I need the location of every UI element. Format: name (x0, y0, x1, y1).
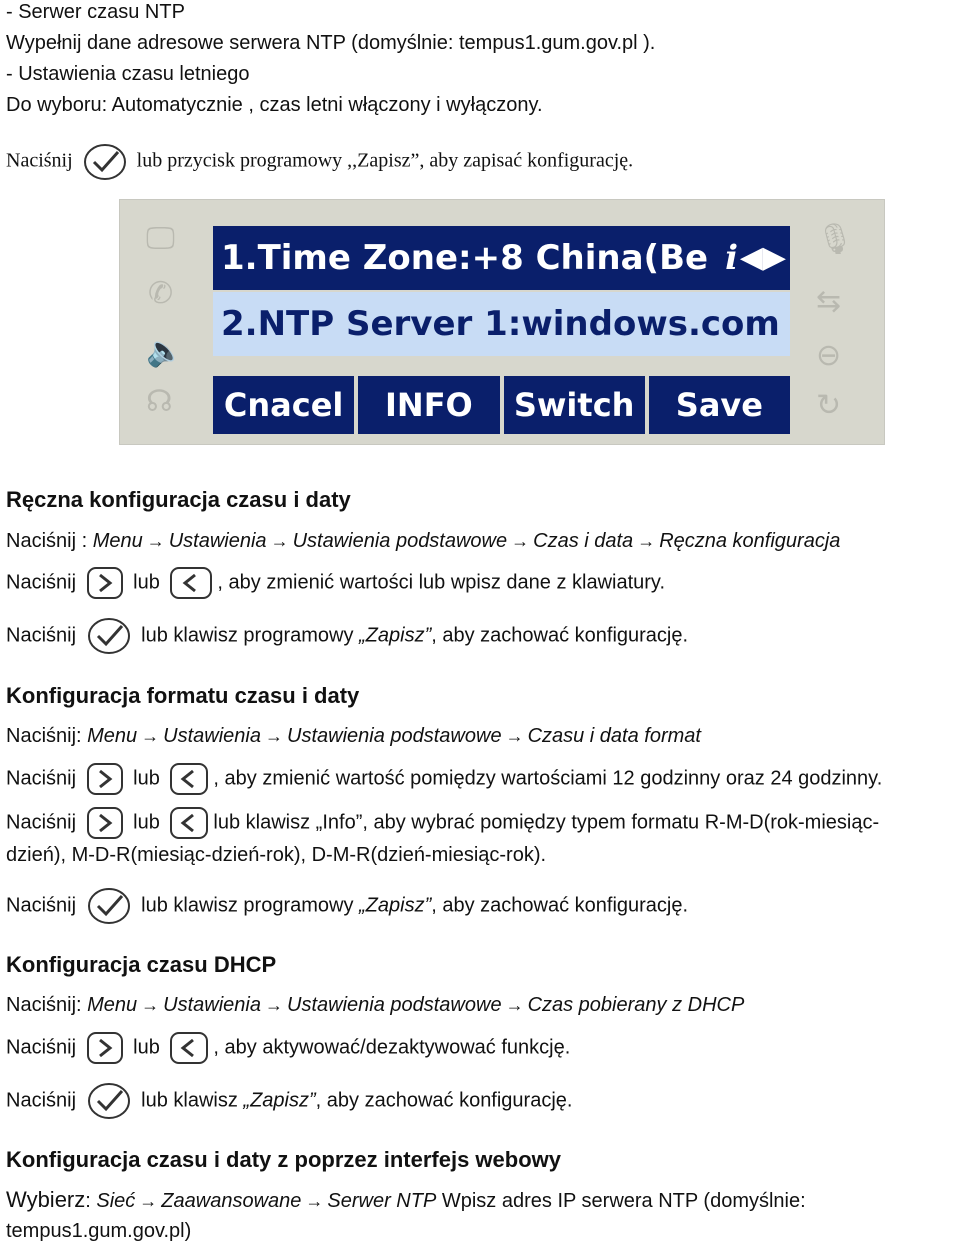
dhcp-toggle-instruction: Naciśnij lub , aby aktywować/dezaktywować funkcję. (6, 1031, 570, 1065)
format-info-instruction-cont: dzień), M-D-R(miesiąc-dzień-rok), D-M-R(dzień-miesiąc-rok). (6, 844, 547, 866)
arrow-icon: → (141, 995, 160, 1015)
dhcp-save-instruction: Naciśnij lub klawisz „Zapisz”, aby zachować konfigurację. (6, 1081, 572, 1121)
dnd-icon: ⊖ (816, 339, 842, 372)
speaker-icon: 🔈 (146, 335, 184, 368)
arrow-icon: → (146, 531, 165, 551)
arrow-icon: → (511, 531, 530, 551)
ntp-save-instruction: Naciśnij lub przycisk programowy ,,Zapisz”, aby zapisać konfigurację. (6, 142, 633, 182)
phone-display (119, 199, 885, 445)
lcd-row-ntp-server[interactable]: 2.NTP Server 1:windows.com (213, 292, 790, 356)
dhcp-menu-path: Naciśnij: Menu → Ustawienia → Ustawienia podstawowe → Czas pobierany z DHCP (6, 994, 745, 1016)
ok-key-icon (82, 142, 128, 182)
ntp-title: - Serwer czasu NTP (6, 1, 185, 23)
manual-heading: Ręczna konfiguracja czasu i daty (6, 487, 351, 512)
softkey-save[interactable]: Save (649, 376, 790, 434)
mute-icon: 🎙 (816, 223, 855, 256)
manual-save-instruction: Naciśnij lub klawisz programowy „Zapisz”, aby zachować konfigurację. (6, 616, 688, 656)
dhcp-heading: Konfiguracja czasu DHCP (6, 952, 277, 977)
manual-menu-path: Naciśnij : Menu → Ustawienia → Ustawienia podstawowe → Czas i data → Ręczna konfiguracja (6, 530, 841, 552)
dst-description: Do wyboru: Automatycznie , czas letni włączony i wyłączony. (6, 94, 543, 116)
web-default-address: tempus1.gum.gov.pl) (6, 1220, 192, 1242)
right-key-icon (86, 566, 124, 600)
transfer-icon: ⇆ (816, 285, 842, 318)
ok-key-icon (86, 616, 132, 656)
ok-key-icon (86, 1081, 132, 1121)
format-menu-path: Naciśnij: Menu → Ustawienia → Ustawienia podstawowe → Czasu i data format (6, 725, 701, 747)
left-key-icon (169, 806, 209, 840)
format-heading: Konfiguracja formatu czasu i daty (6, 683, 360, 708)
left-key-icon (169, 1031, 209, 1065)
headset-icon: ☊ (146, 385, 173, 418)
arrow-icon: → (505, 995, 524, 1015)
format-info-instruction: Naciśnij lub lub klawisz „Info”, aby wybrać pomiędzy typem formatu R-M-D(rok-miesiąc- (6, 806, 879, 840)
arrow-icon: → (265, 726, 283, 746)
arrow-icon: → (265, 995, 283, 1015)
arrow-icon: → (305, 1191, 324, 1211)
ntp-description: Wypełnij dane adresowe serwera NTP (domyślnie: tempus1.gum.gov.pl ). (6, 32, 656, 54)
info-icon: i (725, 238, 738, 278)
softkey-bar (213, 376, 790, 434)
left-key-icon (169, 762, 209, 796)
phone-handset-icon: ✆ (148, 277, 174, 310)
arrow-icon: → (141, 726, 160, 746)
arrow-icon: → (637, 531, 656, 551)
softkey-info[interactable]: INFO (358, 376, 499, 434)
right-key-icon (86, 762, 124, 796)
lcd-row-time-zone[interactable]: 1.Time Zone:+8 China(Be i ◀▶ (213, 226, 790, 290)
web-heading: Konfiguracja czasu i daty z poprzez interfejs webowy (6, 1147, 562, 1172)
softkey-cancel[interactable]: Cnacel (213, 376, 354, 434)
redial-icon: ↻ (816, 389, 842, 422)
dst-title: - Ustawienia czasu letniego (6, 63, 250, 85)
arrow-icon: → (139, 1191, 158, 1211)
format-save-instruction: Naciśnij lub klawisz programowy „Zapisz”, aby zachować konfigurację. (6, 886, 688, 926)
arrow-icon: → (270, 531, 289, 551)
arrow-icon: → (505, 726, 524, 746)
right-key-icon (86, 1031, 124, 1065)
softkey-switch[interactable]: Switch (504, 376, 645, 434)
right-key-icon (86, 806, 124, 840)
ok-key-icon (86, 886, 132, 926)
web-path: Wybierz: Sieć → Zaawansowane → Serwer NTP Wpisz adres IP serwera NTP (domyślnie: (6, 1187, 806, 1212)
left-right-arrows-icon: ◀▶ (739, 240, 786, 275)
format-change-instruction: Naciśnij lub , aby zmienić wartość pomiędzy wartościami 12 godzinny oraz 24 godzinny. (6, 762, 882, 796)
manual-change-instruction: Naciśnij lub , aby zmienić wartości lub wpisz dane z klawiatury. (6, 566, 665, 600)
left-key-icon (169, 566, 213, 600)
monitor-icon: 🖵 (146, 222, 175, 255)
